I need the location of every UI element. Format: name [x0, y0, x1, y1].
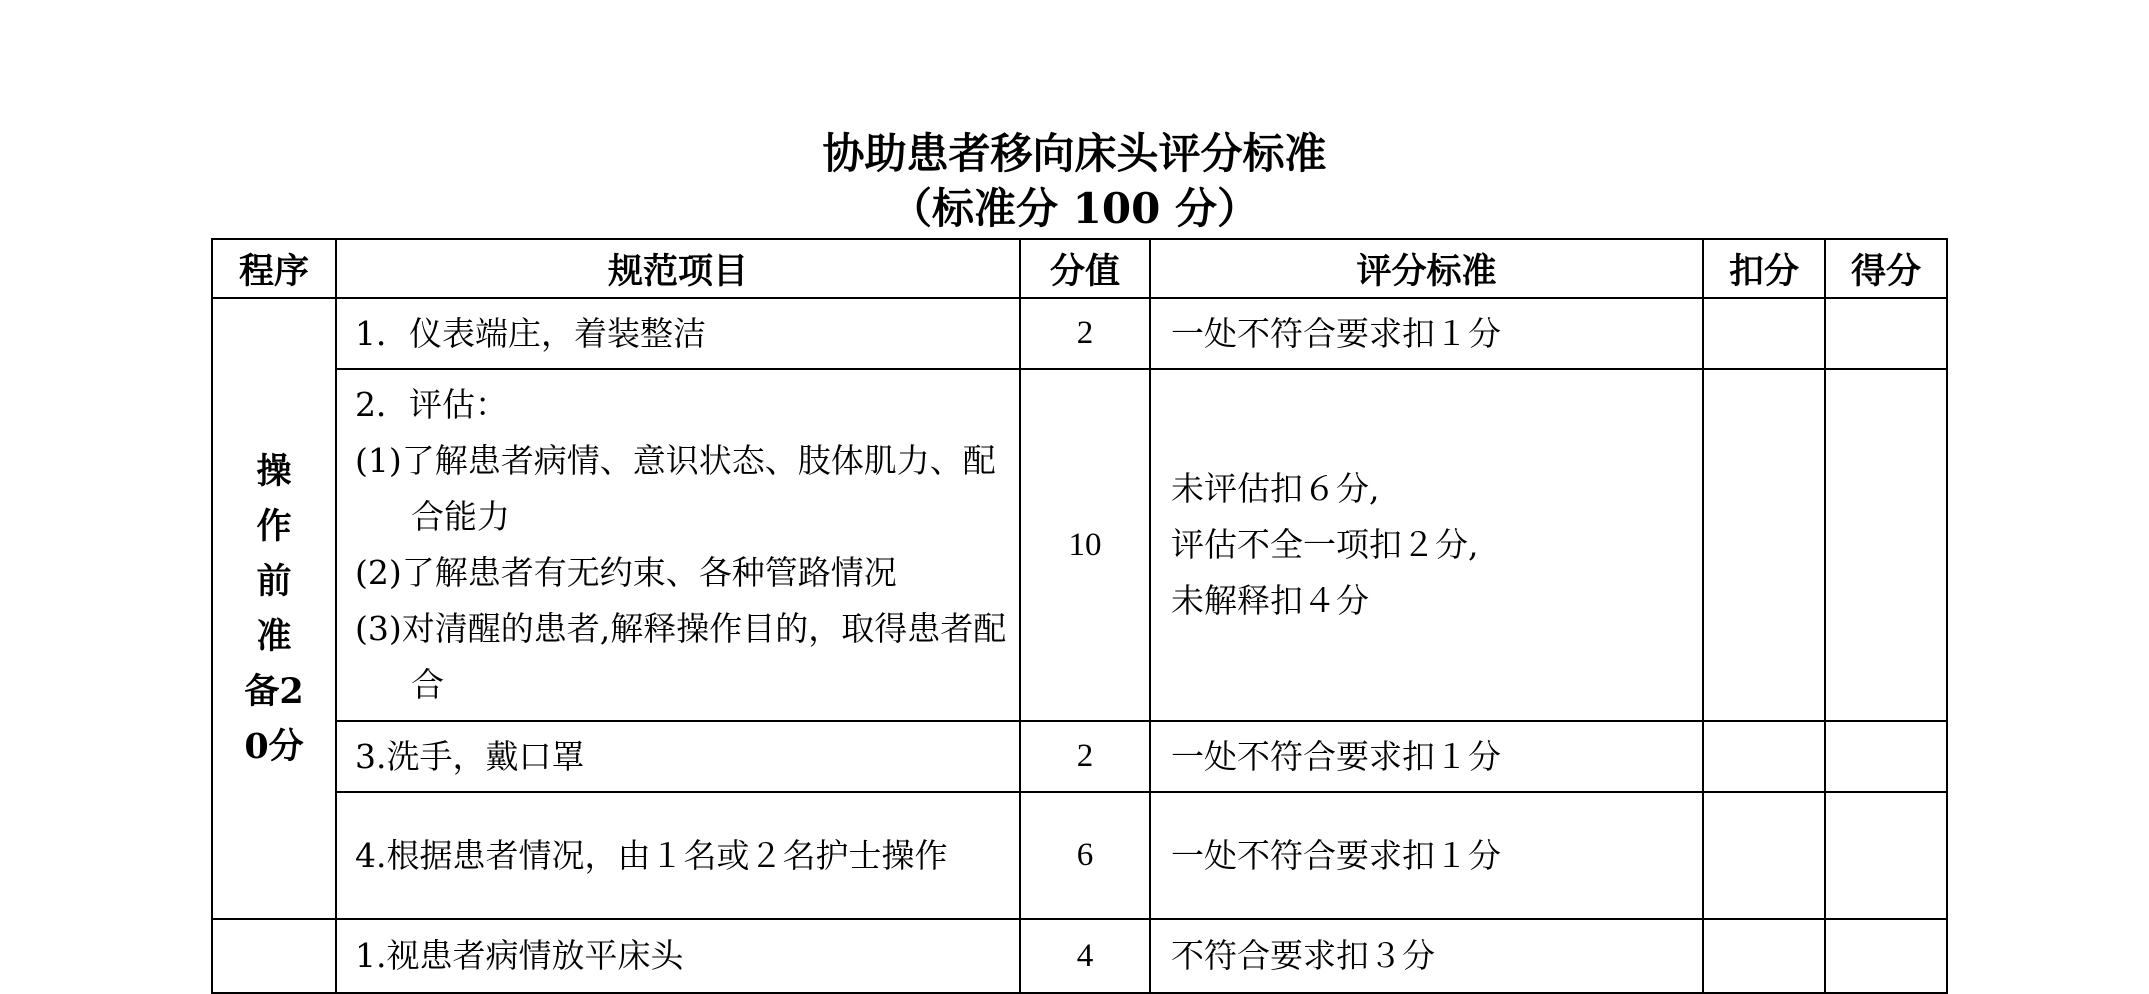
- score-cell[interactable]: [1825, 919, 1947, 993]
- item-line: (1)了解患者病情、意识状态、肢体肌力、配合能力: [355, 441, 996, 536]
- header-standard-item: 规范项目: [336, 239, 1020, 298]
- item-line: (3)对清醒的患者,解释操作目的，取得患者配合: [355, 609, 1007, 704]
- phase-cell-operation: [212, 919, 336, 993]
- criteria-line: 评估不全一项扣２分,: [1171, 525, 1479, 564]
- score-cell[interactable]: [1825, 298, 1947, 369]
- table-row: [212, 721, 1947, 792]
- item-line: 1.视患者病情放平床头: [355, 936, 684, 975]
- item-line: 2．评估：: [355, 385, 508, 424]
- item-cell: [336, 369, 1020, 721]
- header-procedure: 程序: [212, 239, 336, 298]
- header-score: 得分: [1825, 239, 1947, 298]
- item-line: 4.根据患者情况，由１名或２名护士操作: [355, 835, 948, 875]
- score-cell[interactable]: [1825, 369, 1947, 721]
- phase-cell-preparation: [212, 298, 336, 919]
- points-cell: 10: [1020, 369, 1150, 721]
- points-cell: 6: [1020, 792, 1150, 919]
- phase-label: 操作前准备20分: [244, 450, 304, 767]
- points-cell: 2: [1020, 298, 1150, 369]
- item-line: 1．仪表端庄，着装整洁: [355, 313, 706, 353]
- table-row: [212, 919, 1947, 993]
- deduction-cell[interactable]: [1703, 721, 1825, 792]
- deduction-cell[interactable]: [1703, 919, 1825, 993]
- deduction-cell[interactable]: [1703, 369, 1825, 721]
- criteria-line: 一处不符合要求扣１分: [1171, 313, 1501, 353]
- criteria-line: 未解释扣４分: [1171, 581, 1369, 620]
- document-subtitle: （标准分 100 分）: [890, 184, 1259, 233]
- criteria-cell: [1150, 298, 1703, 369]
- criteria-line: 一处不符合要求扣１分: [1171, 736, 1501, 776]
- criteria-line: 一处不符合要求扣１分: [1171, 835, 1501, 875]
- criteria-cell: [1150, 369, 1703, 721]
- header-points: 分值: [1020, 239, 1150, 298]
- item-line: 3.洗手，戴口罩: [355, 736, 585, 776]
- criteria-cell: [1150, 721, 1703, 792]
- table-row: [212, 298, 1947, 369]
- deduction-cell[interactable]: [1703, 298, 1825, 369]
- criteria-cell: [1150, 919, 1703, 993]
- points-cell: 2: [1020, 721, 1150, 792]
- points-cell: 4: [1020, 919, 1150, 993]
- table-row: [212, 369, 1947, 721]
- item-line: (2)了解患者有无约束、各种管路情况: [355, 553, 897, 592]
- header-criteria: 评分标准: [1150, 239, 1703, 298]
- header-deduction: 扣分: [1703, 239, 1825, 298]
- item-cell: [336, 721, 1020, 792]
- document-title: 协助患者移向床头评分标准: [822, 129, 1327, 178]
- score-cell[interactable]: [1825, 721, 1947, 792]
- item-cell: [336, 919, 1020, 993]
- criteria-line: 未评估扣６分,: [1171, 469, 1380, 508]
- criteria-line: 不符合要求扣３分: [1171, 936, 1435, 975]
- item-cell: [336, 298, 1020, 369]
- table-header-row: [212, 239, 1947, 298]
- scoring-table: [211, 238, 1948, 994]
